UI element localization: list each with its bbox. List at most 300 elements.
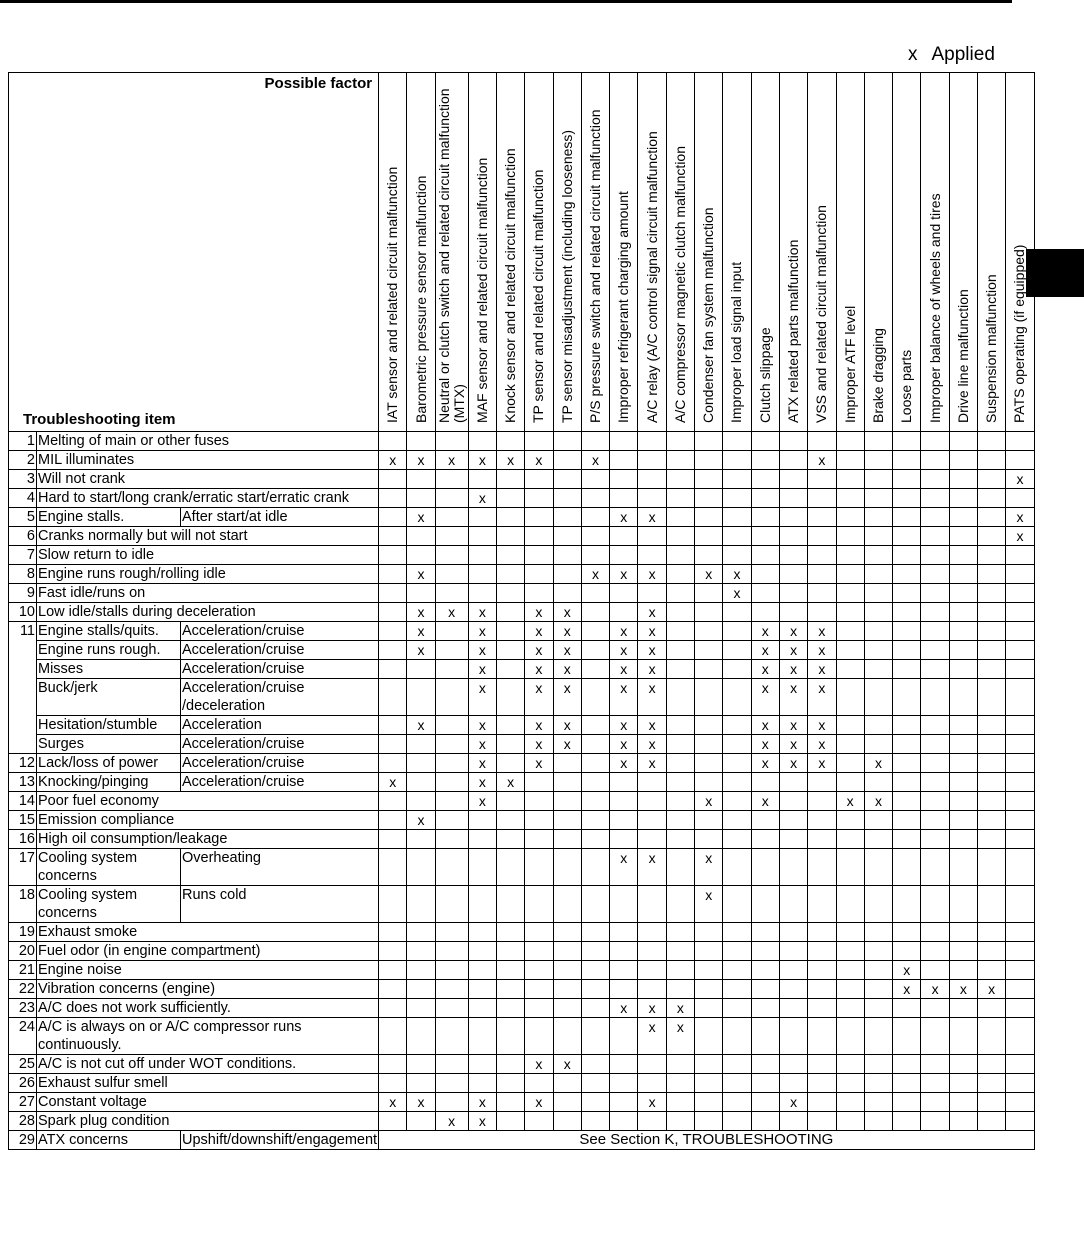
matrix-cell	[610, 584, 638, 603]
matrix-cell	[921, 735, 949, 754]
matrix-cell	[1006, 1112, 1034, 1131]
matrix-cell	[949, 660, 977, 679]
matrix-cell	[864, 811, 892, 830]
troubleshooting-item: Hesitation/stumble	[37, 716, 181, 735]
matrix-cell	[1006, 641, 1034, 660]
row-number: 25	[9, 1055, 37, 1074]
matrix-cell	[379, 489, 407, 508]
matrix-cell	[553, 754, 581, 773]
applied-mark: x	[893, 961, 921, 980]
matrix-cell	[779, 792, 807, 811]
matrix-cell	[921, 886, 949, 923]
applied-mark: x	[468, 773, 496, 792]
matrix-cell	[893, 1018, 921, 1055]
matrix-cell	[435, 811, 468, 830]
matrix-cell	[723, 1018, 751, 1055]
matrix-cell	[407, 527, 435, 546]
matrix-cell	[808, 1055, 836, 1074]
matrix-cell	[864, 489, 892, 508]
table-row	[9, 641, 1035, 660]
matrix-cell	[978, 811, 1006, 830]
matrix-cell	[1006, 546, 1034, 565]
matrix-cell	[978, 1018, 1006, 1055]
table-row	[9, 792, 1035, 811]
matrix-cell	[808, 470, 836, 489]
matrix-cell	[407, 1055, 435, 1074]
matrix-cell	[949, 603, 977, 622]
matrix-cell	[949, 470, 977, 489]
matrix-cell	[666, 849, 694, 886]
matrix-cell	[496, 679, 524, 716]
applied-mark: x	[525, 716, 553, 735]
applied-mark: x	[553, 716, 581, 735]
matrix-cell	[779, 432, 807, 451]
matrix-cell	[779, 886, 807, 923]
matrix-cell	[407, 584, 435, 603]
factor-header	[496, 73, 524, 432]
applied-mark: x	[407, 451, 435, 470]
matrix-cell	[779, 584, 807, 603]
troubleshooting-item: Engine runs rough/rolling idle	[37, 565, 379, 584]
matrix-cell	[379, 961, 407, 980]
matrix-cell	[751, 811, 779, 830]
matrix-cell	[496, 660, 524, 679]
matrix-cell	[836, 603, 864, 622]
matrix-cell	[921, 1074, 949, 1093]
matrix-cell	[723, 754, 751, 773]
troubleshooting-item: Fuel odor (in engine compartment)	[37, 942, 379, 961]
applied-mark: x	[921, 980, 949, 999]
matrix-cell	[435, 432, 468, 451]
matrix-cell	[1006, 432, 1034, 451]
matrix-cell	[978, 735, 1006, 754]
matrix-cell	[553, 830, 581, 849]
matrix-cell	[836, 1093, 864, 1112]
applied-mark: x	[407, 603, 435, 622]
matrix-cell	[1006, 679, 1034, 716]
matrix-cell	[893, 1055, 921, 1074]
matrix-cell	[525, 489, 553, 508]
matrix-cell	[751, 1112, 779, 1131]
matrix-cell	[435, 546, 468, 565]
matrix-cell	[751, 886, 779, 923]
matrix-cell	[751, 451, 779, 470]
matrix-cell	[949, 565, 977, 584]
matrix-cell	[468, 923, 496, 942]
applied-mark: x	[379, 773, 407, 792]
matrix-cell	[836, 773, 864, 792]
matrix-cell	[836, 980, 864, 999]
applied-mark: x	[638, 849, 666, 886]
matrix-cell	[581, 584, 609, 603]
matrix-cell	[435, 470, 468, 489]
matrix-cell	[666, 716, 694, 735]
matrix-cell	[435, 961, 468, 980]
matrix-cell	[468, 980, 496, 999]
matrix-cell	[638, 1112, 666, 1131]
matrix-cell	[407, 546, 435, 565]
possible-factor-label: Possible factor	[264, 75, 373, 92]
matrix-cell	[779, 830, 807, 849]
matrix-cell	[468, 527, 496, 546]
troubleshooting-item: Vibration concerns (engine)	[37, 980, 379, 999]
matrix-cell	[893, 622, 921, 641]
factor-header	[864, 73, 892, 432]
matrix-cell	[525, 792, 553, 811]
matrix-cell	[949, 792, 977, 811]
matrix-cell	[435, 622, 468, 641]
row-number: 1	[9, 432, 37, 451]
matrix-cell	[836, 546, 864, 565]
troubleshooting-item: Engine stalls/quits.	[37, 622, 181, 641]
matrix-cell	[1006, 830, 1034, 849]
matrix-cell	[581, 811, 609, 830]
matrix-cell	[836, 735, 864, 754]
matrix-cell	[553, 811, 581, 830]
matrix-cell	[864, 942, 892, 961]
table-row	[9, 830, 1035, 849]
matrix-cell	[751, 603, 779, 622]
applied-mark: x	[893, 980, 921, 999]
matrix-cell	[978, 451, 1006, 470]
matrix-cell	[864, 716, 892, 735]
applied-mark: x	[407, 565, 435, 584]
troubleshooting-item: Slow return to idle	[37, 546, 379, 565]
matrix-cell	[836, 527, 864, 546]
matrix-cell	[379, 980, 407, 999]
matrix-cell	[581, 432, 609, 451]
matrix-cell	[610, 1112, 638, 1131]
matrix-cell	[496, 546, 524, 565]
matrix-cell	[666, 432, 694, 451]
table-row	[9, 923, 1035, 942]
applied-mark: x	[949, 980, 977, 999]
matrix-cell	[695, 1093, 723, 1112]
applied-mark: x	[779, 641, 807, 660]
row-number: 19	[9, 923, 37, 942]
applied-mark: x	[525, 735, 553, 754]
matrix-cell	[695, 735, 723, 754]
matrix-cell	[666, 641, 694, 660]
row-number: 13	[9, 773, 37, 792]
troubleshooting-item: Cranks normally but will not start	[37, 527, 379, 546]
matrix-cell	[864, 565, 892, 584]
matrix-cell	[893, 735, 921, 754]
applied-mark: x	[610, 735, 638, 754]
matrix-cell	[779, 811, 807, 830]
matrix-cell	[893, 886, 921, 923]
matrix-cell	[435, 527, 468, 546]
matrix-cell	[723, 527, 751, 546]
matrix-cell	[978, 1055, 1006, 1074]
troubleshooting-item: A/C is not cut off under WOT conditions.	[37, 1055, 379, 1074]
factor-label: ATX related parts malfunction	[785, 239, 802, 423]
applied-mark: x	[808, 660, 836, 679]
matrix-cell	[496, 508, 524, 527]
matrix-cell	[496, 1074, 524, 1093]
matrix-cell	[525, 1018, 553, 1055]
matrix-cell	[1006, 1093, 1034, 1112]
matrix-cell	[1006, 886, 1034, 923]
applied-mark: x	[638, 1093, 666, 1112]
matrix-cell	[610, 830, 638, 849]
matrix-cell	[553, 584, 581, 603]
matrix-cell	[893, 679, 921, 716]
applied-mark: x	[779, 754, 807, 773]
applied-mark: x	[407, 508, 435, 527]
matrix-cell	[638, 792, 666, 811]
row-number: 4	[9, 489, 37, 508]
row-number: 3	[9, 470, 37, 489]
matrix-cell	[751, 527, 779, 546]
item-condition: Acceleration/cruise /deceleration	[181, 679, 379, 716]
matrix-cell	[610, 961, 638, 980]
table-row	[9, 1112, 1035, 1131]
applied-mark: x	[751, 735, 779, 754]
applied-mark: x	[610, 641, 638, 660]
troubleshooting-item: Poor fuel economy	[37, 792, 379, 811]
applied-mark: x	[864, 754, 892, 773]
matrix-cell	[893, 999, 921, 1018]
factor-header	[638, 73, 666, 432]
matrix-cell	[379, 754, 407, 773]
matrix-cell	[525, 1074, 553, 1093]
applied-mark: x	[525, 451, 553, 470]
matrix-cell	[949, 1018, 977, 1055]
applied-mark: x	[553, 622, 581, 641]
matrix-cell	[581, 980, 609, 999]
matrix-cell	[751, 508, 779, 527]
matrix-cell	[1006, 792, 1034, 811]
applied-mark: x	[553, 735, 581, 754]
matrix-cell	[893, 584, 921, 603]
legend-label: Applied	[931, 44, 995, 65]
matrix-cell	[553, 432, 581, 451]
matrix-cell	[695, 754, 723, 773]
matrix-cell	[379, 584, 407, 603]
matrix-cell	[779, 470, 807, 489]
matrix-cell	[695, 1055, 723, 1074]
applied-mark: x	[751, 754, 779, 773]
matrix-cell	[808, 923, 836, 942]
applied-mark: x	[695, 886, 723, 923]
matrix-cell	[407, 923, 435, 942]
matrix-cell	[921, 546, 949, 565]
table-row	[9, 527, 1035, 546]
matrix-cell	[553, 980, 581, 999]
matrix-cell	[978, 470, 1006, 489]
matrix-cell	[808, 603, 836, 622]
matrix-cell	[553, 1112, 581, 1131]
matrix-cell	[921, 754, 949, 773]
applied-mark: x	[695, 849, 723, 886]
matrix-cell	[525, 470, 553, 489]
matrix-cell	[978, 565, 1006, 584]
matrix-cell	[666, 773, 694, 792]
matrix-cell	[581, 527, 609, 546]
matrix-cell	[1006, 622, 1034, 641]
troubleshooting-item: Constant voltage	[37, 1093, 379, 1112]
troubleshooting-item: Lack/loss of power	[37, 754, 181, 773]
applied-mark: x	[496, 773, 524, 792]
row-number: 14	[9, 792, 37, 811]
matrix-cell	[751, 830, 779, 849]
matrix-cell	[836, 1055, 864, 1074]
applied-mark: x	[666, 999, 694, 1018]
row-number: 2	[9, 451, 37, 470]
applied-mark: x	[808, 716, 836, 735]
factor-label: TP sensor misadjustment (including looseness)	[558, 129, 575, 423]
matrix-cell	[779, 923, 807, 942]
matrix-cell	[525, 999, 553, 1018]
troubleshooting-item: High oil consumption/leakage	[37, 830, 379, 849]
applied-mark: x	[610, 754, 638, 773]
matrix-cell	[893, 716, 921, 735]
matrix-cell	[496, 584, 524, 603]
item-condition: Overheating	[181, 849, 379, 886]
troubleshooting-item: Hard to start/long crank/erratic start/erratic crank	[37, 489, 379, 508]
matrix-cell	[921, 679, 949, 716]
factor-header	[723, 73, 751, 432]
troubleshooting-item: Misses	[37, 660, 181, 679]
matrix-cell	[379, 942, 407, 961]
matrix-cell	[553, 1018, 581, 1055]
table-row	[9, 886, 1035, 923]
matrix-cell	[1006, 811, 1034, 830]
matrix-cell	[978, 584, 1006, 603]
matrix-cell	[779, 961, 807, 980]
matrix-cell	[468, 470, 496, 489]
matrix-cell	[921, 923, 949, 942]
matrix-cell	[695, 830, 723, 849]
row-number: 9	[9, 584, 37, 603]
troubleshooting-item: Fast idle/runs on	[37, 584, 379, 603]
applied-mark: x	[638, 716, 666, 735]
matrix-cell	[808, 432, 836, 451]
matrix-cell	[581, 1018, 609, 1055]
matrix-cell	[808, 584, 836, 603]
matrix-cell	[435, 641, 468, 660]
matrix-cell	[949, 942, 977, 961]
row-number: 27	[9, 1093, 37, 1112]
matrix-cell	[525, 886, 553, 923]
troubleshooting-item: Low idle/stalls during deceleration	[37, 603, 379, 622]
applied-mark: x	[525, 622, 553, 641]
matrix-cell	[723, 508, 751, 527]
matrix-cell	[407, 432, 435, 451]
matrix-cell	[407, 660, 435, 679]
matrix-cell	[610, 546, 638, 565]
matrix-cell	[525, 584, 553, 603]
applied-mark: x	[1006, 470, 1034, 489]
matrix-cell	[638, 886, 666, 923]
matrix-cell	[468, 830, 496, 849]
item-condition: Upshift/downshift/engagement	[182, 1132, 378, 1148]
matrix-cell	[581, 470, 609, 489]
troubleshooting-item: Cooling system concerns	[37, 849, 181, 886]
matrix-cell	[723, 792, 751, 811]
matrix-cell	[695, 1074, 723, 1093]
matrix-cell	[435, 923, 468, 942]
matrix-cell	[496, 849, 524, 886]
table-row	[9, 1055, 1035, 1074]
applied-mark: x	[638, 679, 666, 716]
matrix-cell	[893, 942, 921, 961]
matrix-cell	[978, 961, 1006, 980]
matrix-cell	[695, 546, 723, 565]
table-row	[9, 754, 1035, 773]
applied-mark: x	[751, 641, 779, 660]
applied-mark: x	[779, 735, 807, 754]
matrix-cell	[978, 1093, 1006, 1112]
matrix-cell	[1006, 923, 1034, 942]
item-condition: Acceleration/cruise	[181, 660, 379, 679]
matrix-cell	[723, 961, 751, 980]
row-number: 6	[9, 527, 37, 546]
factor-label: Knock sensor and related circuit malfunction	[502, 148, 519, 423]
matrix-cell	[921, 622, 949, 641]
matrix-cell	[723, 1093, 751, 1112]
matrix-cell	[808, 1093, 836, 1112]
matrix-cell	[435, 792, 468, 811]
row-number: 28	[9, 1112, 37, 1131]
matrix-cell	[1006, 999, 1034, 1018]
factor-label: A/C compressor magnetic clutch malfunction	[671, 146, 688, 423]
matrix-cell	[666, 811, 694, 830]
applied-mark: x	[525, 660, 553, 679]
matrix-cell	[836, 961, 864, 980]
matrix-cell	[864, 980, 892, 999]
factor-header	[610, 73, 638, 432]
matrix-cell	[779, 773, 807, 792]
matrix-cell	[949, 923, 977, 942]
troubleshooting-item: Spark plug condition	[37, 1112, 379, 1131]
applied-mark: x	[808, 622, 836, 641]
matrix-cell	[808, 811, 836, 830]
matrix-cell	[808, 849, 836, 886]
troubleshooting-item: Buck/jerk	[37, 679, 181, 716]
table-row	[9, 584, 1035, 603]
matrix-cell	[893, 830, 921, 849]
matrix-cell	[949, 1112, 977, 1131]
item-condition: Acceleration/cruise	[181, 754, 379, 773]
matrix-cell	[1006, 961, 1034, 980]
matrix-cell	[751, 923, 779, 942]
legend	[908, 44, 995, 66]
matrix-cell	[695, 451, 723, 470]
matrix-cell	[638, 980, 666, 999]
matrix-cell	[893, 923, 921, 942]
matrix-cell	[978, 942, 1006, 961]
matrix-cell	[751, 565, 779, 584]
row-number: 23	[9, 999, 37, 1018]
matrix-cell	[1006, 603, 1034, 622]
matrix-cell	[723, 999, 751, 1018]
troubleshooting-item: Engine noise	[37, 961, 379, 980]
matrix-cell	[779, 508, 807, 527]
matrix-cell	[893, 1093, 921, 1112]
matrix-cell	[695, 999, 723, 1018]
matrix-cell	[496, 735, 524, 754]
matrix-cell	[836, 641, 864, 660]
applied-mark: x	[610, 565, 638, 584]
matrix-cell	[893, 641, 921, 660]
applied-mark: x	[610, 679, 638, 716]
applied-mark: x	[581, 451, 609, 470]
matrix-cell	[695, 811, 723, 830]
matrix-cell	[496, 1018, 524, 1055]
matrix-cell	[921, 1018, 949, 1055]
